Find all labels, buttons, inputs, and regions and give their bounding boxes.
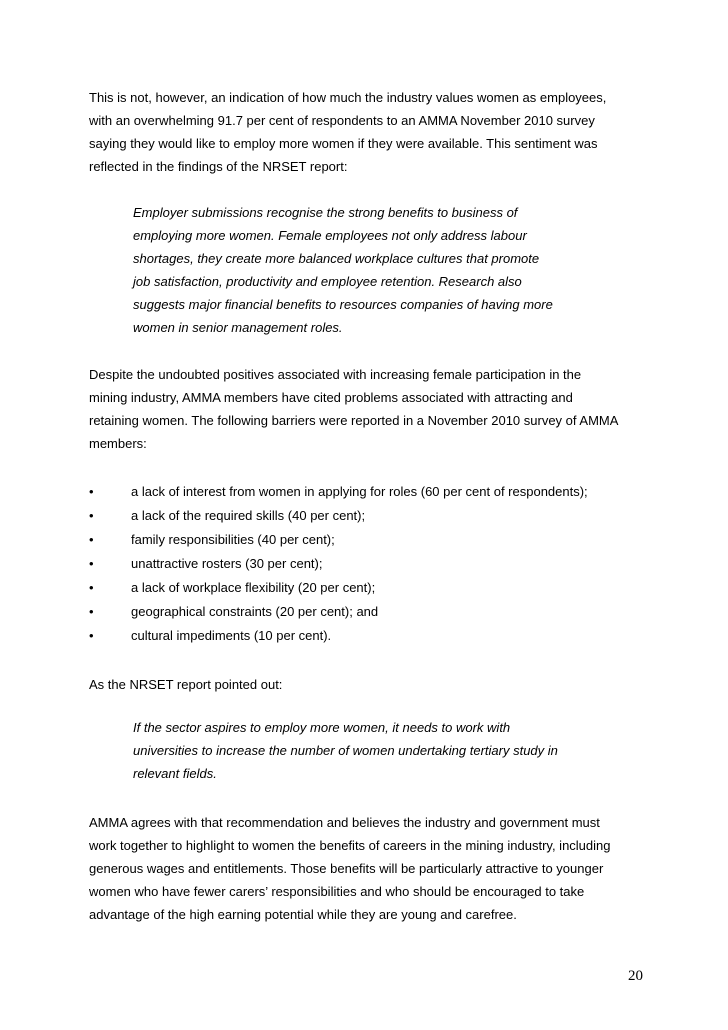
paragraph-line: saying they would like to employ more women if they were available. This sentiment was: [89, 136, 598, 151]
bullet-icon: •: [89, 508, 94, 523]
paragraph-line: work together to highlight to women the benefits of careers in the mining industry, including: [89, 838, 611, 853]
paragraph-line: members:: [89, 436, 147, 451]
bullet-icon: •: [89, 556, 94, 571]
paragraph-line: with an overwhelming 91.7 per cent of respondents to an AMMA November 2010 survey: [89, 113, 595, 128]
list-item: [0, 484, 728, 502]
quote-line: suggests major financial benefits to resources companies of having more: [133, 297, 553, 312]
quote-line: If the sector aspires to employ more women, it needs to work with: [133, 720, 511, 735]
bullet-icon: •: [89, 484, 94, 499]
paragraph-line: Despite the undoubted positives associated with increasing female participation in the: [89, 367, 582, 382]
list-item: [0, 604, 728, 622]
bullet-icon: •: [89, 628, 94, 643]
page-number: 20: [628, 968, 643, 984]
list-item-text: a lack of the required skills (40 per cent);: [131, 508, 366, 523]
quote-line: job satisfaction, productivity and employee retention. Research also: [133, 274, 522, 289]
list-item-text: cultural impediments (10 per cent).: [131, 628, 332, 643]
list-item: [0, 556, 728, 574]
quote-line: women in senior management roles.: [133, 320, 343, 335]
paragraph-line: retaining women. The following barriers were reported in a November 2010 survey of AMMA: [89, 413, 619, 428]
paragraph-line: As the NRSET report pointed out:: [89, 677, 283, 692]
list-item-text: a lack of interest from women in applying for roles (60 per cent of respondents);: [131, 484, 588, 499]
paragraph-line: generous wages and entitlements. Those benefits will be particularly attractive to younger: [89, 861, 604, 876]
bullet-icon: •: [89, 580, 94, 595]
paragraph-line: women who have fewer carers’ responsibilities and who should be encouraged to take: [89, 884, 585, 899]
list-item-text: family responsibilities (40 per cent);: [131, 532, 335, 547]
paragraph-line: advantage of the high earning potential while they are young and carefree.: [89, 907, 517, 922]
bullet-icon: •: [89, 532, 94, 547]
list-item: [0, 580, 728, 598]
bullet-icon: •: [89, 604, 94, 619]
paragraph-line: reflected in the findings of the NRSET report:: [89, 159, 348, 174]
paragraph-line: This is not, however, an indication of how much the industry values women as employees,: [89, 90, 607, 105]
quote-line: employing more women. Female employees not only address labour: [133, 228, 527, 243]
paragraph-line: mining industry, AMMA members have cited problems associated with attracting and: [89, 390, 573, 405]
paragraph-line: AMMA agrees with that recommendation and believes the industry and government must: [89, 815, 600, 830]
quote-line: relevant fields.: [133, 766, 217, 781]
list-item: [0, 628, 728, 646]
list-item: [0, 508, 728, 526]
quote-line: universities to increase the number of women undertaking tertiary study in: [133, 743, 558, 758]
quote-line: shortages, they create more balanced workplace cultures that promote: [133, 251, 540, 266]
list-item-text: unattractive rosters (30 per cent);: [131, 556, 323, 571]
list-item: [0, 532, 728, 550]
list-item-text: a lack of workplace flexibility (20 per cent);: [131, 580, 376, 595]
quote-line: Employer submissions recognise the strong benefits to business of: [133, 205, 518, 220]
list-item-text: geographical constraints (20 per cent); and: [131, 604, 379, 619]
